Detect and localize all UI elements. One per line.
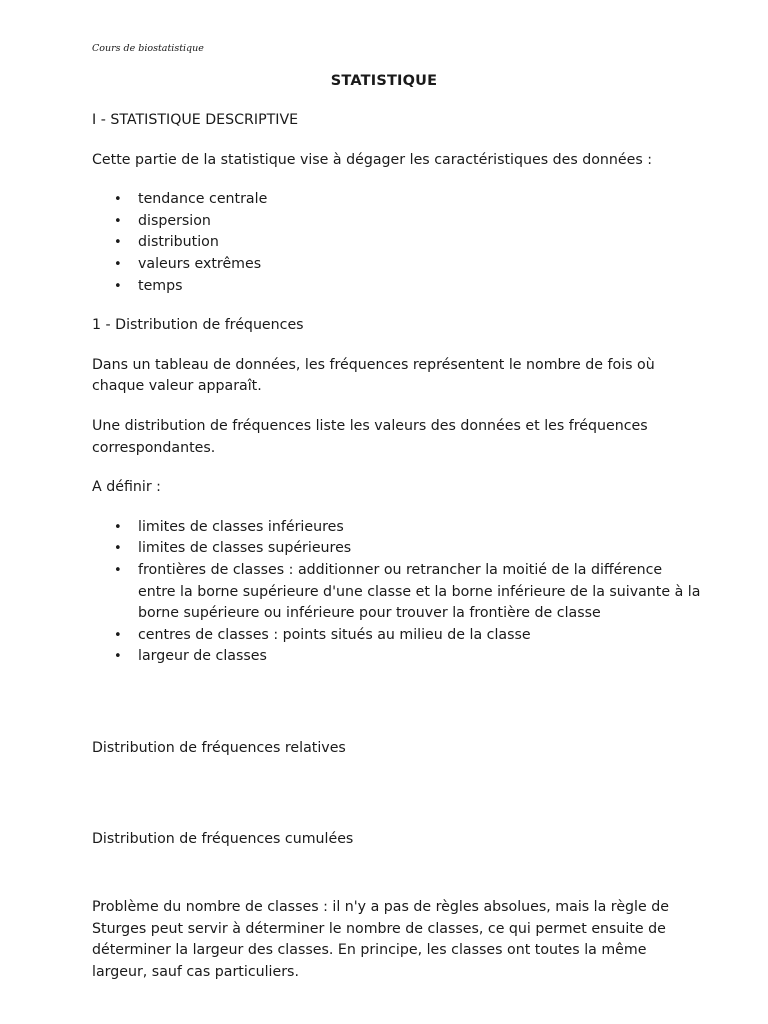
relative-frequencies-heading: Distribution de fréquences relatives	[92, 739, 346, 756]
list-item-text: valeurs extrêmes	[138, 255, 262, 272]
bullet-icon: •	[114, 256, 122, 272]
list-item-text: limites de classes supérieures	[138, 540, 352, 557]
list-item	[92, 211, 702, 233]
bullet-icon: •	[114, 192, 122, 208]
running-header: Cours de biostatistique	[92, 43, 204, 54]
list-item	[92, 538, 702, 560]
list-item-text: frontières de classes : additionner ou retrancher la moitié de la différence entre la borne supérieure d'une classe et la borne inférieure de la suivante à la borne supérieure ou inférieure pour trouver la frontière de classe	[138, 561, 701, 622]
bullet-icon: •	[114, 213, 122, 229]
section-intro: Cette partie de la statistique vise à dégager les caractéristiques des données :	[92, 151, 653, 168]
subsection-heading: 1 - Distribution de fréquences	[92, 317, 304, 334]
features-list	[92, 189, 702, 297]
bullet-icon: •	[114, 278, 122, 294]
paragraph-frequencies: Dans un tableau de données, les fréquences représentent le nombre de fois où chaque valeur apparaît.	[92, 356, 655, 395]
list-item-text: limites de classes inférieures	[138, 518, 344, 535]
blank-space	[92, 851, 702, 897]
list-item	[92, 625, 702, 647]
blank-space	[92, 759, 702, 829]
list-item	[92, 517, 702, 539]
bullet-icon: •	[114, 627, 122, 643]
definitions-list	[92, 517, 702, 668]
bullet-icon: •	[114, 519, 122, 535]
bullet-icon: •	[114, 541, 122, 557]
paragraph-distribution: Une distribution de fréquences liste les valeurs des données et les fréquences correspondantes.	[92, 417, 648, 456]
bullet-icon: •	[114, 649, 122, 665]
list-item-text: dispersion	[138, 212, 211, 229]
cumulative-frequencies-heading: Distribution de fréquences cumulées	[92, 831, 354, 848]
list-item	[92, 232, 702, 254]
blank-space	[92, 686, 702, 738]
section-heading: I - STATISTIQUE DESCRIPTIVE	[92, 112, 299, 128]
define-label: A définir :	[92, 479, 161, 496]
list-item	[92, 254, 702, 276]
list-item-text: centres de classes : points situés au milieu de la classe	[138, 626, 531, 643]
list-item-text: tendance centrale	[138, 191, 268, 208]
list-item	[92, 560, 702, 625]
document-body	[92, 110, 702, 983]
list-item-text: temps	[138, 277, 183, 294]
list-item	[92, 646, 702, 668]
document-title: STATISTIQUE	[330, 73, 438, 89]
list-item	[92, 189, 702, 211]
classes-problem-paragraph: Problème du nombre de classes : il n'y a pas de règles absolues, mais la règle de Sturges peut servir à déterminer le nombre de classes, ce qui permet ensuite de déterminer la largeur des classes. En principe, les classes ont toutes la même largeur, sauf cas particuliers.	[92, 899, 669, 980]
list-item	[92, 276, 702, 298]
bullet-icon: •	[114, 562, 122, 578]
bullet-icon: •	[114, 235, 122, 251]
list-item-text: distribution	[138, 234, 219, 251]
list-item-text: largeur de classes	[138, 648, 267, 665]
